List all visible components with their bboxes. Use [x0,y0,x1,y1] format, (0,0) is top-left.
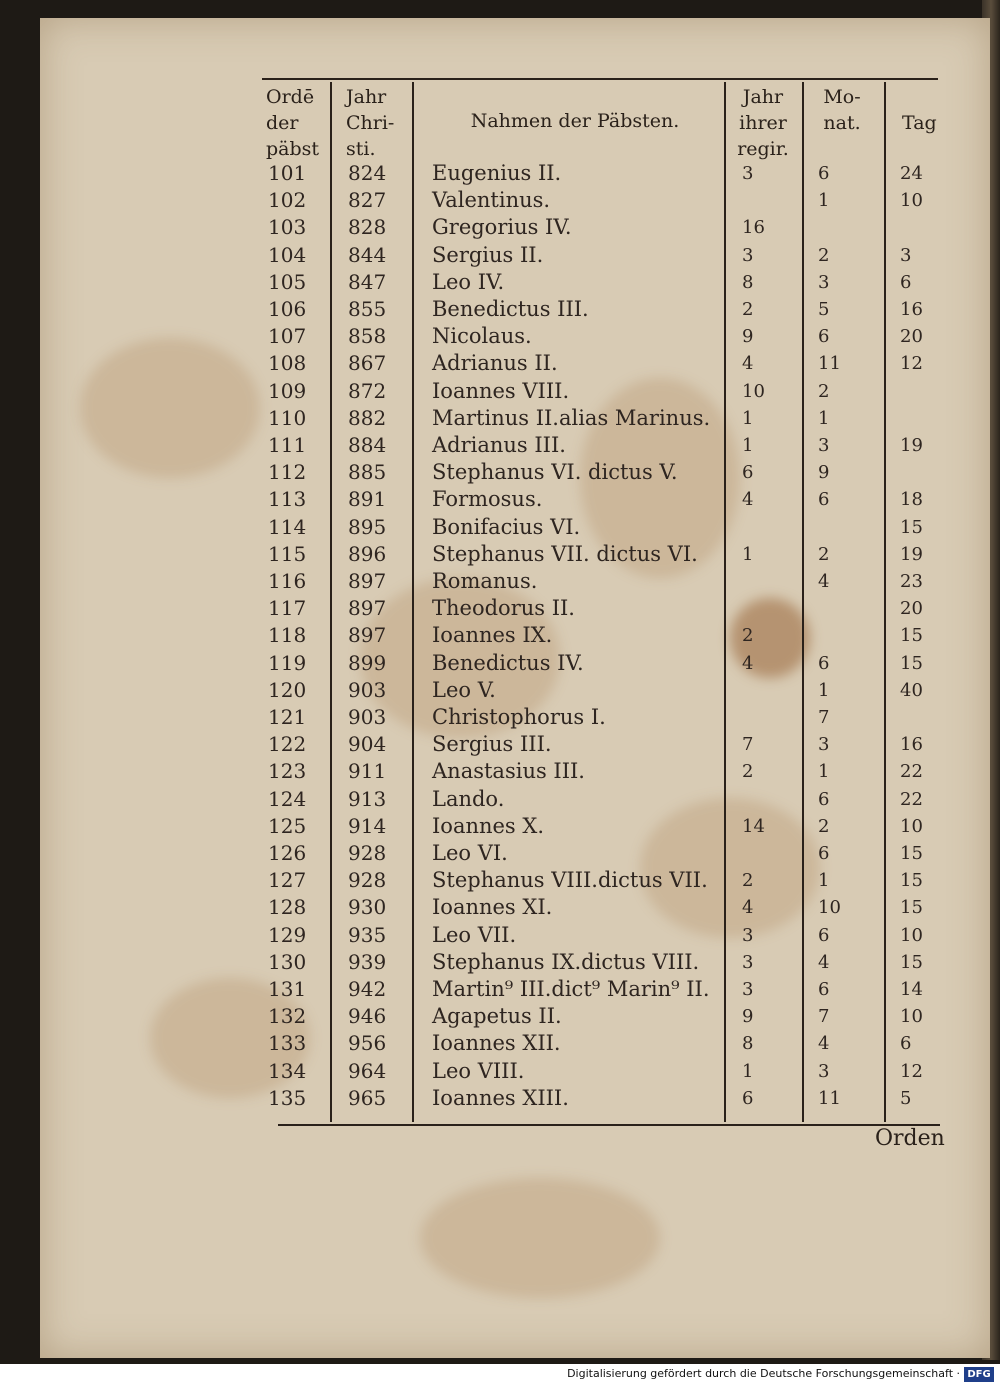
pope-reign-days: 6 [900,1033,912,1055]
pope-reign-days: 22 [900,788,923,810]
pope-reign-months: 3 [818,1060,830,1082]
column-rule [330,82,332,1122]
pope-number: 105 [268,269,307,294]
pope-reign-years: 7 [742,734,754,756]
pope-number: 126 [268,841,307,865]
pope-reign-years: 3 [742,924,754,946]
pope-reign-years: 4 [742,897,754,919]
pope-number: 108 [268,351,307,376]
pope-year: 895 [348,514,387,539]
pope-reign-months: 6 [818,788,830,810]
pope-reign-months: 2 [818,244,830,266]
pope-reign-years: 3 [742,979,754,1000]
pope-number: 129 [268,922,307,947]
pope-name: Adrianus III. [432,433,566,457]
header-jahr [346,84,394,162]
header-ordo-line: Ordē [266,86,315,108]
pope-number: 132 [268,1004,307,1029]
pope-number: 127 [268,868,307,893]
header-jahr-line: sti. [346,138,376,160]
pope-year: 928 [348,841,387,865]
pope-reign-months: 3 [818,435,830,456]
header-ordo-line: päbst [266,138,320,160]
catchword: Orden [875,1126,945,1151]
pope-number: 103 [268,215,307,240]
pope-year: 930 [348,895,387,920]
pope-reign-days: 15 [900,625,923,647]
pope-year: 897 [348,596,387,621]
pope-reign-days: 20 [900,598,923,620]
pope-reign-days: 22 [900,761,923,783]
pope-year: 896 [348,541,387,566]
pope-reign-months: 2 [818,543,830,565]
pope-reign-days: 15 [900,951,923,973]
pope-name: Leo VI. [432,841,508,865]
header-regiment [730,84,796,162]
pope-number: 101 [268,161,307,185]
pope-number: 115 [268,541,307,566]
pope-year: 965 [348,1085,387,1110]
pope-name: Nicolaus. [432,324,532,349]
pope-reign-months: 5 [818,299,830,320]
pope-reign-days: 5 [900,1087,912,1109]
pope-reign-months: 1 [818,870,830,892]
pope-reign-months: 3 [818,271,830,293]
pope-reign-years: 8 [742,1033,754,1055]
pope-reign-days: 3 [900,244,912,266]
pope-reign-years: 1 [742,1060,754,1082]
pope-year: 824 [348,161,387,185]
pope-reign-days: 16 [900,734,923,756]
pope-year: 913 [348,786,387,811]
pope-name: Sergius II. [432,242,544,267]
pope-name: Stephanus VII. dictus VI. [432,541,698,566]
pope-year: 844 [348,242,387,267]
pope-reign-days: 10 [900,1006,923,1028]
column-rule [724,82,726,1122]
pope-reign-years: 2 [742,299,754,320]
pope-reign-months: 11 [818,353,841,375]
header-ordo [266,84,319,162]
pope-number: 119 [268,650,307,675]
pope-name: Martin⁹ III.dict⁹ Marin⁹ II. [432,977,710,1001]
pope-reign-months: 11 [818,1087,841,1109]
pope-year: 939 [348,949,387,974]
pope-number: 102 [268,188,307,213]
pope-number: 104 [268,242,307,267]
pope-reign-months: 6 [818,924,830,946]
pope-name: Leo V. [432,677,496,702]
pope-reign-days: 15 [900,652,923,674]
pope-reign-months: 1 [818,761,830,783]
pope-name: Sergius III. [432,732,552,757]
pope-number: 135 [268,1085,307,1110]
pope-name: Bonifacius VI. [432,514,581,539]
pope-name: Theodorus II. [432,596,575,621]
pope-reign-months: 2 [818,815,830,837]
pope-name: Ioannes XIII. [432,1085,569,1110]
pope-reign-days: 20 [900,326,923,348]
pope-reign-years: 16 [742,217,765,239]
pope-name: Leo VIII. [432,1058,525,1083]
pope-year: 899 [348,650,387,675]
pope-name: Gregorius IV. [432,215,572,240]
pope-number: 122 [268,732,307,757]
pope-reign-days: 12 [900,1060,923,1082]
pope-reign-months: 6 [818,979,830,1000]
pope-year: 882 [348,405,387,430]
pope-year: 904 [348,732,387,757]
pope-number: 117 [268,596,307,621]
stain [80,338,260,478]
pope-reign-months: 2 [818,380,830,402]
pope-name: Stephanus VI. dictus V. [432,460,678,485]
column-rule [802,82,804,1122]
pope-reign-months: 4 [818,951,830,973]
pope-reign-days: 10 [900,924,923,946]
dfg-logo: DFG [964,1367,994,1382]
footer-bar [0,1364,1000,1386]
pope-name: Romanus. [432,569,538,593]
pope-name: Eugenius II. [432,161,562,185]
pope-year: 867 [348,351,387,376]
header-monat-line: Mo- [823,86,861,108]
pope-year: 884 [348,433,387,457]
pope-name: Christophorus I. [432,705,606,729]
pope-year: 964 [348,1058,387,1083]
pope-number: 120 [268,677,307,702]
header-monat [806,84,878,136]
pope-year: 891 [348,487,387,512]
pope-reign-years: 3 [742,244,754,266]
pope-name: Martinus II.alias Marinus. [432,405,711,430]
top-rule [262,78,938,80]
pope-year: 897 [348,623,387,648]
pope-reign-days: 15 [900,843,923,864]
pope-name: Ioannes X. [432,813,545,838]
pope-number: 112 [268,460,307,485]
pope-number: 125 [268,813,307,838]
pope-number: 134 [268,1058,307,1083]
pope-number: 116 [268,569,307,593]
pope-reign-years: 3 [742,951,754,973]
pope-reign-years: 4 [742,353,754,375]
pope-year: 935 [348,922,387,947]
pope-number: 131 [268,977,307,1001]
pope-reign-years: 14 [742,815,765,837]
pope-reign-months: 6 [818,843,830,864]
pope-reign-days: 15 [900,516,923,538]
pope-reign-years: 2 [742,870,754,892]
pope-number: 118 [268,623,307,648]
pope-reign-years: 3 [742,163,754,184]
pope-name: Ioannes VIII. [432,378,570,403]
header-ordo-line: der [266,112,299,134]
pope-number: 133 [268,1031,307,1056]
pope-number: 123 [268,759,307,784]
pope-reign-months: 6 [818,652,830,674]
pope-number: 111 [268,433,307,457]
pope-year: 956 [348,1031,387,1056]
pope-year: 855 [348,297,387,321]
pope-reign-years: 9 [742,1006,754,1028]
pope-year: 827 [348,188,387,213]
pope-name: Ioannes XI. [432,895,553,920]
pope-name: Leo VII. [432,922,517,947]
pope-reign-days: 15 [900,870,923,892]
pope-year: 942 [348,977,387,1001]
pope-year: 872 [348,378,387,403]
footer-text: Digitalisierung gefördert durch die Deutsche Forschungsgemeinschaft · [567,1367,960,1380]
header-jahr-line: Chri- [346,112,395,134]
pope-number: 130 [268,949,307,974]
pope-reign-months: 6 [818,326,830,348]
pope-year: 914 [348,813,387,838]
pope-name: Leo IV. [432,269,505,294]
pope-number: 114 [268,514,307,539]
pope-year: 946 [348,1004,387,1029]
pope-name: Anastasius III. [432,759,585,784]
pope-number: 121 [268,705,307,729]
pope-number: 107 [268,324,307,349]
header-monat-line: nat. [823,112,861,134]
pope-reign-days: 14 [900,979,923,1000]
pope-name: Valentinus. [432,188,551,213]
pope-reign-months: 4 [818,571,830,592]
pope-number: 110 [268,405,307,430]
pope-reign-months: 6 [818,489,830,511]
header-jahr-line: Jahr [346,86,387,108]
pope-reign-months: 1 [818,407,830,429]
pope-reign-years: 2 [742,761,754,783]
pope-year: 847 [348,269,387,294]
pope-reign-months: 4 [818,1033,830,1055]
header-regiment-line: regir. [737,138,789,160]
pope-reign-months: 3 [818,734,830,756]
pope-reign-days: 24 [900,163,923,184]
pope-reign-months: 1 [818,679,830,701]
pope-reign-years: 6 [742,1087,754,1109]
header-regiment-line: Jahr [742,86,784,108]
pope-reign-months: 10 [818,897,841,919]
pope-reign-months: 9 [818,462,830,484]
pope-reign-years: 6 [742,462,754,484]
pope-number: 124 [268,786,307,811]
pope-year: 903 [348,677,387,702]
pope-year: 885 [348,460,387,485]
pope-reign-years: 8 [742,271,754,293]
pope-reign-days: 19 [900,543,923,565]
pope-year: 903 [348,705,387,729]
pope-reign-days: 18 [900,489,923,511]
pope-name: Stephanus IX.dictus VIII. [432,949,700,974]
pope-reign-years: 1 [742,435,754,456]
stain [420,1178,660,1298]
pope-year: 928 [348,868,387,893]
header-tag: Tag [902,112,937,134]
pope-name: Agapetus II. [432,1004,562,1029]
pope-year: 828 [348,215,387,240]
pope-reign-years: 4 [742,489,754,511]
pope-reign-years: 10 [742,380,765,402]
pope-reign-years: 2 [742,625,754,647]
pope-reign-days: 15 [900,897,923,919]
pope-reign-days: 10 [900,815,923,837]
pope-name: Stephanus VIII.dictus VII. [432,868,708,893]
pope-reign-months: 1 [818,190,830,212]
pope-name: Lando. [432,786,505,811]
bottom-rule [278,1124,940,1126]
pope-reign-days: 23 [900,571,923,592]
pope-reign-days: 10 [900,190,923,212]
pope-name: Adrianus II. [432,351,558,376]
pope-name: Ioannes XII. [432,1031,561,1056]
pope-year: 858 [348,324,387,349]
pope-reign-years: 1 [742,407,754,429]
pope-name: Benedictus III. [432,297,589,321]
pope-name: Formosus. [432,487,543,512]
pope-number: 106 [268,297,307,321]
pope-reign-days: 40 [900,679,923,701]
pope-number: 113 [268,487,307,512]
pope-reign-years: 4 [742,652,754,674]
pope-year: 897 [348,569,387,593]
pope-reign-years: 1 [742,543,754,565]
pope-reign-months: 7 [818,707,830,728]
header-name: Nahmen der Päbsten. [470,110,680,132]
pope-name: Ioannes IX. [432,623,553,648]
column-rule [884,82,886,1122]
pope-reign-days: 6 [900,271,912,293]
column-rule [412,82,414,1122]
pope-reign-months: 6 [818,163,830,184]
pope-number: 128 [268,895,307,920]
pope-name: Benedictus IV. [432,650,584,675]
pope-reign-months: 7 [818,1006,830,1028]
pope-reign-days: 12 [900,353,923,375]
pope-year: 911 [348,759,387,784]
pope-reign-days: 16 [900,299,923,320]
pope-reign-days: 19 [900,435,923,456]
pope-reign-years: 9 [742,326,754,348]
pope-number: 109 [268,378,307,403]
header-regiment-line: ihrer [739,112,787,134]
